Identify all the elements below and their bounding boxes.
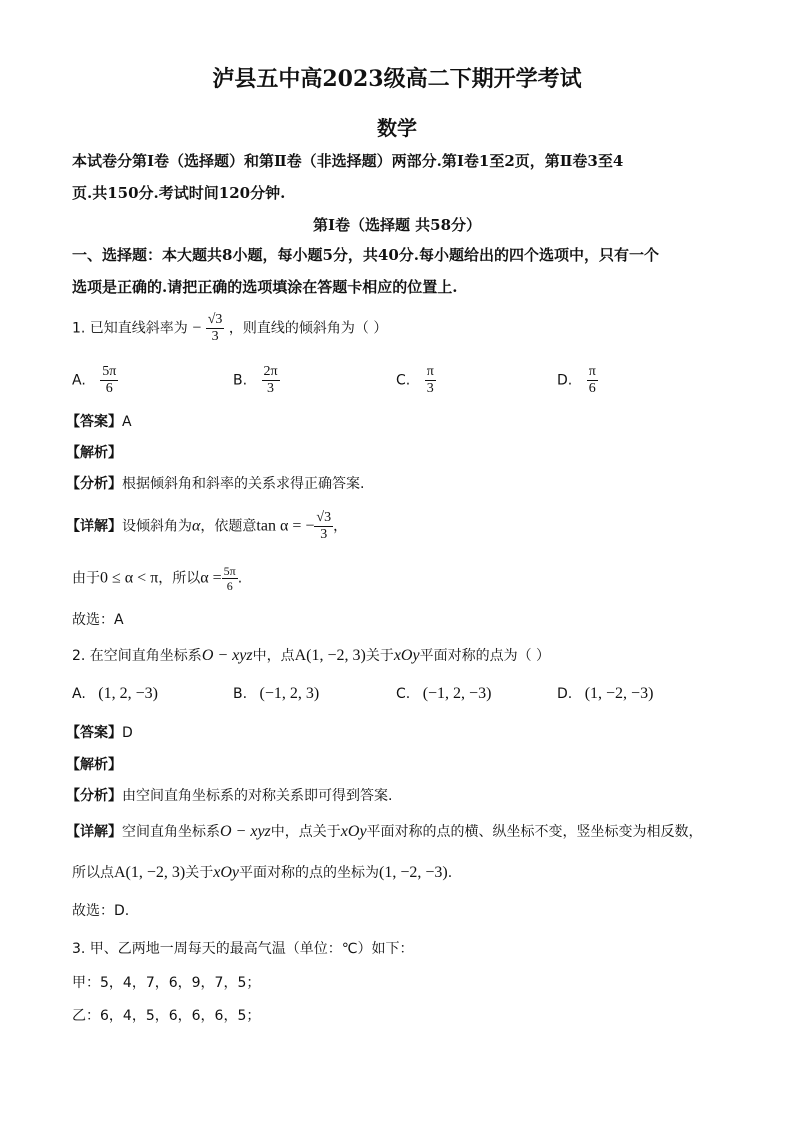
q2-option-a (72, 685, 158, 703)
q2-conclusion: 故选：D. (72, 903, 130, 919)
q2-fenxi-label: 【分析】 (66, 788, 122, 804)
intro-line-2: 页.共150分.考试时间120分钟. (72, 184, 286, 202)
q2-line2-pre: 所以点 (72, 865, 114, 881)
q1-detail-line-2 (72, 564, 242, 593)
q1-detail-eq: tan α = − (256, 517, 315, 535)
q1-slope-sign: − (192, 319, 202, 337)
q1-option-a-fraction (100, 364, 118, 397)
q2-detail-post: 平面对称的点的横、纵坐标不变，竖坐标变为相反数， (366, 824, 703, 840)
q2-answer-label: 【答案】 (66, 725, 122, 741)
q2-option-a-value: (1, 2, −3) (98, 685, 158, 702)
q1-detail-num: √3 (316, 510, 332, 525)
q2-fenxi-text: 由空间直角坐标系的对称关系即可得到答案. (122, 788, 393, 804)
q1-fenxi-text: 根据倾斜角和斜率的关系求得正确答案. (122, 476, 365, 492)
subject-title: 数学 (377, 116, 417, 140)
q3-jia-data: 甲：5，4，7，6，9，7，5； (72, 975, 261, 991)
q2-option-c-value: (−1, 2, −3) (422, 685, 492, 702)
q1-detail-den: 3 (320, 527, 328, 542)
q1-slope-den: 3 (211, 329, 219, 344)
intro-line-1: 本试卷分第Ⅰ卷（选择题）和第Ⅱ卷（非选择题）两部分.第Ⅰ卷1至2页，第Ⅱ卷3至4 (72, 152, 624, 170)
q1-option-b-num: 2π (263, 364, 278, 379)
q1-line2-num: 5π (223, 564, 236, 578)
q1-answer-value: A (122, 414, 132, 430)
q1-option-c-num: π (426, 364, 434, 379)
q1-option-b-label: B. (233, 372, 248, 389)
q2-answer-value: D (122, 725, 133, 741)
q2-analysis-label: 【解析】 (66, 757, 122, 773)
q1-detail-alpha: α (192, 517, 201, 535)
section-instruction-1: 一、选择题：本大题共8小题，每小题5分，共40分.每小题给出的四个选项中，只有一个 (72, 246, 659, 264)
q1-fenxi-label: 【分析】 (66, 476, 122, 492)
q1-analysis-label: 【解析】 (66, 445, 122, 461)
q1-line2-end: . (237, 570, 243, 587)
q2-stem-post: 平面对称的点为（ ） (419, 648, 551, 664)
q1-line2-pre: 由于 (72, 570, 100, 587)
q2-stem-point: A(1, −2, 3) (294, 647, 366, 664)
q2-stem-pre: 2. 在空间直角坐标系 (72, 648, 202, 664)
q1-detail-label: 【详解】 (66, 518, 122, 535)
q2-detail-pre: 空间直角坐标系 (122, 824, 220, 840)
q2-stem-plane: xOy (393, 647, 420, 664)
q2-line2-result: (1, −2, −3) (379, 864, 448, 881)
exam-title: 泸县五中高2023级高二下期开学考试 (212, 66, 582, 92)
q1-line2-fraction (222, 564, 238, 593)
q1-slope-fraction (206, 312, 225, 345)
q1-stem-pre: 1. 已知直线斜率为 (72, 320, 188, 337)
q1-option-c-den: 3 (426, 381, 434, 396)
q2-line2-mid: 关于 (185, 865, 214, 881)
q2-option-c (396, 685, 491, 703)
q1-option-b (233, 364, 280, 397)
q2-option-b-label: B. (233, 686, 248, 702)
q2-option-b (233, 685, 319, 703)
q2-line2-mid2: 平面对称的点的坐标为 (239, 865, 379, 881)
q1-line2-den: 6 (226, 579, 233, 593)
q2-line2-end: . (447, 865, 453, 881)
q1-answer (66, 411, 132, 431)
q2-detail-system: O − xyz (220, 823, 271, 840)
q2-option-d-value: (1, −2, −3) (584, 685, 654, 702)
q1-option-d-num: π (588, 364, 596, 379)
q2-detail (66, 821, 703, 841)
q2-answer (66, 722, 133, 742)
q2-detail-label: 【详解】 (66, 824, 122, 840)
q1-detail-pre: 设倾斜角为 (122, 518, 192, 535)
q1-line2-ineq: 0 ≤ α < π (100, 569, 159, 587)
q2-stem-mid: 中，点 (252, 648, 295, 664)
q2-option-d (557, 685, 653, 703)
q1-option-a-num: 5π (102, 364, 117, 379)
q2-fenxi (66, 785, 392, 805)
q1-option-d-fraction (587, 364, 598, 397)
q1-stem-post: ，则直线的倾斜角为（ ） (228, 320, 388, 337)
q1-analysis (66, 442, 122, 462)
q2-stem-system: O − xyz (201, 647, 253, 664)
q2-detail-plane: xOy (340, 823, 367, 840)
q1-detail (66, 510, 347, 543)
q1-detail-end: ， (333, 518, 348, 535)
q2-option-d-label: D. (557, 686, 573, 702)
q1-option-c (396, 364, 436, 397)
q1-option-d (557, 364, 598, 397)
q2-detail-line-2 (72, 862, 452, 882)
q1-answer-label: 【答案】 (66, 414, 122, 430)
q3-stem: 3. 甲、乙两地一周每天的最高气温（单位：℃）如下： (72, 941, 414, 957)
q1-stem (72, 312, 387, 345)
q2-stem (72, 645, 550, 665)
q1-detail-fraction (314, 510, 333, 543)
q1-line2-mid: ，所以 (158, 570, 201, 587)
q1-slope-num: √3 (207, 312, 223, 327)
q1-option-d-den: 6 (588, 381, 596, 396)
q2-detail-mid: 中，点关于 (270, 824, 341, 840)
q1-option-a-den: 6 (105, 381, 113, 396)
section-instruction-2: 选项是正确的.请把正确的选项填涂在答题卡相应的位置上. (72, 278, 458, 296)
q1-line2-eq: α = (200, 569, 222, 587)
q2-line2-plane: xOy (213, 864, 239, 881)
q1-option-d-label: D. (557, 372, 573, 389)
q2-option-b-value: (−1, 2, 3) (259, 685, 320, 702)
q3-yi-data: 乙：6，4，5，6，6，6，5； (72, 1008, 261, 1024)
q1-detail-mid: ，依题意 (200, 518, 257, 535)
q1-option-c-fraction (425, 364, 436, 397)
q1-option-a (72, 364, 118, 397)
q1-option-b-den: 3 (267, 381, 275, 396)
q1-conclusion: 故选：A (72, 612, 124, 628)
q2-option-c-label: C. (396, 686, 411, 702)
q1-option-a-label: A. (72, 372, 86, 389)
q1-fenxi (66, 473, 364, 493)
q1-option-b-fraction (262, 364, 280, 397)
q2-stem-mid2: 关于 (365, 648, 394, 664)
q1-option-c-label: C. (396, 372, 411, 389)
section-title: 第Ⅰ卷（选择题 共58分） (312, 216, 482, 234)
q2-option-a-label: A. (72, 686, 86, 702)
q2-analysis (66, 754, 122, 774)
q2-line2-point: A(1, −2, 3) (114, 864, 186, 881)
